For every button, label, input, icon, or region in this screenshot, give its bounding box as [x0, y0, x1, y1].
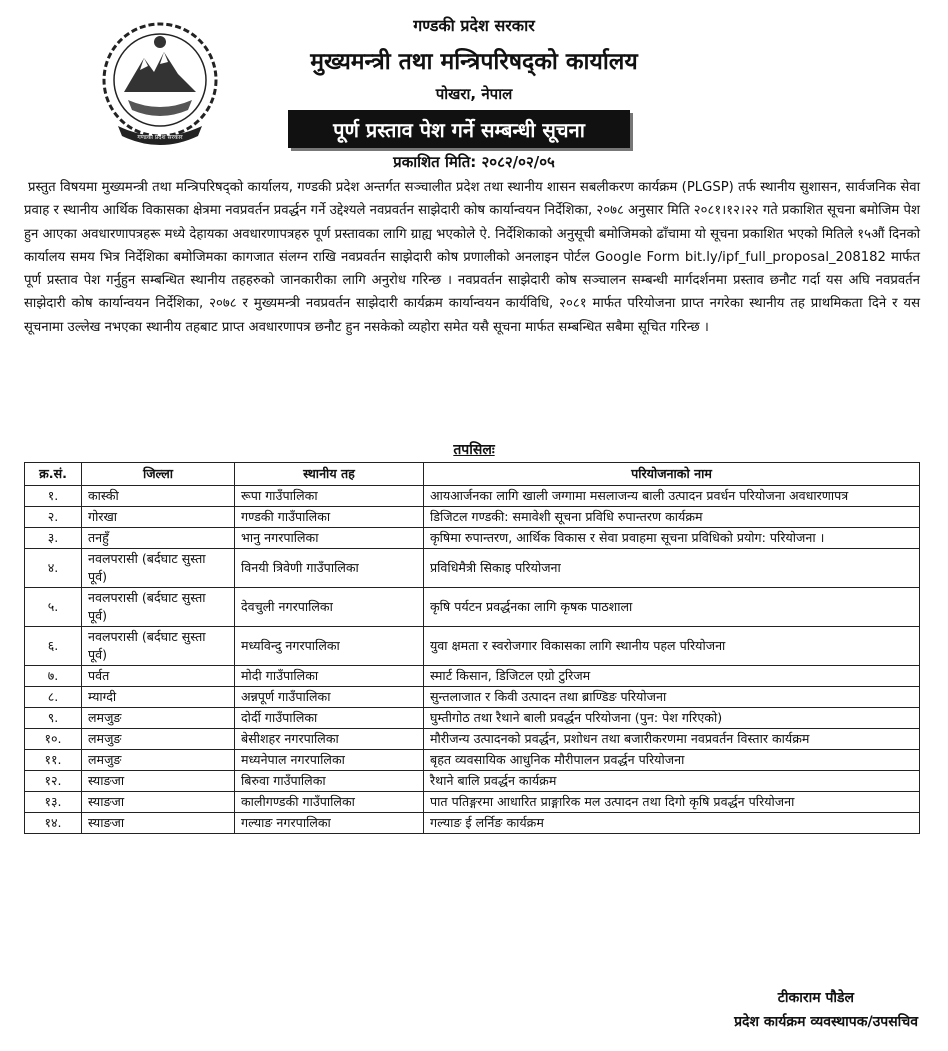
- notice-title-banner: [288, 110, 630, 148]
- row-district: स्याङजा: [82, 771, 235, 792]
- table-heading: तपसिलः: [453, 442, 495, 458]
- table-row: [25, 708, 920, 729]
- row-serial: ११.: [25, 750, 82, 771]
- row-project-name: कृषिमा रुपान्तरण, आर्थिक विकास र सेवा प्रवाहमा सूचना प्रविधिको प्रयोग: परियोजना ।: [424, 528, 920, 549]
- row-district: नवलपरासी (बर्दघाट सुस्ता पूर्व): [82, 549, 235, 588]
- row-district: लमजुङ: [82, 708, 235, 729]
- row-serial: १४.: [25, 813, 82, 834]
- table-row: [25, 771, 920, 792]
- published-date: प्रकाशित मिति: २०८२/०२/०५: [393, 153, 555, 171]
- row-project-name: सुन्तलाजात र किवी उत्पादन तथा ब्राण्डिङ परियोजना: [424, 687, 920, 708]
- row-local-level: दोर्दी गाउँपालिका: [235, 708, 424, 729]
- row-district: स्याङजा: [82, 792, 235, 813]
- row-local-level: गल्याङ नगरपालिका: [235, 813, 424, 834]
- row-district: लमजुङ: [82, 750, 235, 771]
- row-project-name: स्मार्ट किसान, डिजिटल एग्रो टुरिजम: [424, 666, 920, 687]
- row-local-level: गण्डकी गाउँपालिका: [235, 507, 424, 528]
- table-row: [25, 588, 920, 627]
- row-local-level: अन्नपूर्ण गाउँपालिका: [235, 687, 424, 708]
- notice-body: प्रस्तुत विषयमा मुख्यमन्त्री तथा मन्त्रिपरिषद्को कार्यालय, गण्डकी प्रदेश अन्तर्गत सञ्चालीत प्रदेश तथा स्थानीय शासन सबलीकरण कार्यक्रम (PLGSP) तर्फ स्थानीय सुशासन, सार्वजनिक सेवा प्रवाह र स्थानीय आर्थिक विकासका क्षेत्रमा नवप्रवर्तन प्रवर्द्धन गर्ने उद्देश्यले नवप्रवर्तन साझेदारी कोष कार्यान्वयन निर्देशिका, २०७८ अनुसार मिति २०८१।१२।२२ गते प्रकाशित सूचना बमोजिम पेश हुन आएका अवधारणापत्रहरू मध्ये देहायका अवधारणापत्रहरु पूर्ण प्रस्तावका लागि ग्राह्य भएकोले ऐ. निर्देशिकाको अनुसूची बमोजिमको ढाँचामा यो सूचना प्रकाशित भएको मितिले १५औं दिनको कार्यालय समय भित्र निर्देशिका बमोजिमका कागजात संलग्न राखि नवप्रवर्तन साझेदारी कोष प्रणालीको अनलाइन पोर्टल Google Form bit.ly/ipf_full_proposal_208182 मार्फत पूर्ण प्रस्ताव पेश गर्नुहुन सम्बन्धित स्थानीय तहहरुको जानकारीका लागि अनुरोध गरिन्छ । नवप्रवर्तन साझेदारी कोष सञ्चालन सम्बन्धी मार्गदर्शनमा प्रस्ताव छनौट गर्दा यस अघि नवप्रवर्तन साझेदारी कोष कार्यान्वयन निर्देशिका, २०७८ र मुख्यमन्त्री नवप्रवर्तन साझेदारी कार्यक्रम कार्यान्वयन कार्यविधि, २०८१ मार्फत परियोजना प्राप्त नगरेका स्थानीय तह प्राथमिकता दिने र यस सूचनामा उल्लेख नभएका स्थानीय तहबाट प्राप्त अवधारणापत्र छनौट हुन नसकेको व्यहोरा समेत यसै सूचना मार्फत सम्बन्धित सबैमा सूचित गरिन्छ ।: [24, 180, 920, 335]
- row-local-level: मध्यविन्दु नगरपालिका: [235, 627, 424, 666]
- row-district: म्याग्दी: [82, 687, 235, 708]
- table-header-row: [25, 463, 920, 486]
- row-local-level: भानु नगरपालिका: [235, 528, 424, 549]
- row-project-name: प्रविधिमैत्री सिकाइ परियोजना: [424, 549, 920, 588]
- table-row: [25, 528, 920, 549]
- project-table: [24, 462, 920, 834]
- svg-text:गण्डकी प्रदेश सरकार: गण्डकी प्रदेश सरकार: [137, 134, 183, 141]
- row-project-name: गल्याङ ई लर्निङ कार्यक्रम: [424, 813, 920, 834]
- row-district: गोरखा: [82, 507, 235, 528]
- table-row: [25, 729, 920, 750]
- row-serial: ६.: [25, 627, 82, 666]
- row-district: पर्वत: [82, 666, 235, 687]
- row-project-name: आयआर्जनका लागि खाली जग्गामा मसलाजन्य बाली उत्पादन प्रवर्धन परियोजना अवधारणापत्र: [424, 486, 920, 507]
- table-row: [25, 507, 920, 528]
- row-project-name: डिजिटल गण्डकी: समावेशी सूचना प्रविधि रुपान्तरण कार्यक्रम: [424, 507, 920, 528]
- table-row: [25, 486, 920, 507]
- table-row: [25, 687, 920, 708]
- table-row: [25, 813, 920, 834]
- notice-title: पूर्ण प्रस्ताव पेश गर्ने सम्बन्धी सूचना: [333, 117, 585, 142]
- row-serial: ४.: [25, 549, 82, 588]
- row-serial: १०.: [25, 729, 82, 750]
- government-name: गण्डकी प्रदेश सरकार: [413, 16, 535, 35]
- col-serial: क्र.सं.: [25, 463, 82, 486]
- row-district: नवलपरासी (बर्दघाट सुस्ता पूर्व): [82, 627, 235, 666]
- row-project-name: मौरीजन्य उत्पादनको प्रवर्द्धन, प्रशोधन तथा बजारीकरणमा नवप्रवर्तन विस्तार कार्यक्रम: [424, 729, 920, 750]
- row-district: स्याङजा: [82, 813, 235, 834]
- col-project-name: परियोजनाको नाम: [424, 463, 920, 486]
- row-district: लमजुङ: [82, 729, 235, 750]
- col-local-level: स्थानीय तह: [235, 463, 424, 486]
- row-local-level: मोदी गाउँपालिका: [235, 666, 424, 687]
- row-project-name: युवा क्षमता र स्वरोजगार विकासका लागि स्थानीय पहल परियोजना: [424, 627, 920, 666]
- table-row: [25, 792, 920, 813]
- row-district: कास्की: [82, 486, 235, 507]
- col-district: जिल्ला: [82, 463, 235, 486]
- row-local-level: कालीगण्डकी गाउँपालिका: [235, 792, 424, 813]
- row-serial: ८.: [25, 687, 82, 708]
- signatory-designation: प्रदेश कार्यक्रम व्यवस्थापक/उपसचिव: [734, 1014, 918, 1030]
- table-row: [25, 666, 920, 687]
- row-local-level: रूपा गाउँपालिका: [235, 486, 424, 507]
- signatory-name: टीकाराम पौडेल: [777, 990, 854, 1006]
- row-project-name: रैथाने बालि प्रवर्द्धन कार्यक्रम: [424, 771, 920, 792]
- office-location: पोखरा, नेपाल: [435, 85, 513, 103]
- row-serial: २.: [25, 507, 82, 528]
- row-local-level: मध्यनेपाल नगरपालिका: [235, 750, 424, 771]
- row-serial: १२.: [25, 771, 82, 792]
- row-serial: ५.: [25, 588, 82, 627]
- row-local-level: विनयी त्रिवेणी गाउँपालिका: [235, 549, 424, 588]
- row-serial: ७.: [25, 666, 82, 687]
- table-row: [25, 750, 920, 771]
- row-serial: १.: [25, 486, 82, 507]
- row-serial: १३.: [25, 792, 82, 813]
- row-serial: ९.: [25, 708, 82, 729]
- row-project-name: घुम्तीगोठ तथा रैथाने बाली प्रवर्द्धन परियोजना (पुन: पेश गरिएको): [424, 708, 920, 729]
- row-local-level: देवचुली नगरपालिका: [235, 588, 424, 627]
- row-local-level: बेसीशहर नगरपालिका: [235, 729, 424, 750]
- row-serial: ३.: [25, 528, 82, 549]
- table-row: [25, 549, 920, 588]
- gandaki-province-emblem-icon: [98, 18, 222, 148]
- office-name: मुख्यमन्त्री तथा मन्त्रिपरिषद्को कार्यालय: [310, 49, 638, 75]
- table-row: [25, 627, 920, 666]
- row-project-name: पात पतिङ्गरमा आधारित प्राङ्गारिक मल उत्पादन तथा दिगो कृषि प्रवर्द्धन परियोजना: [424, 792, 920, 813]
- row-project-name: बृहत व्यवसायिक आधुनिक मौरीपालन प्रवर्द्धन परियोजना: [424, 750, 920, 771]
- row-local-level: बिरुवा गाउँपालिका: [235, 771, 424, 792]
- row-district: नवलपरासी (बर्दघाट सुस्ता पूर्व): [82, 588, 235, 627]
- row-district: तनहुँ: [82, 528, 235, 549]
- row-project-name: कृषि पर्यटन प्रवर्द्धनका लागि कृषक पाठशाला: [424, 588, 920, 627]
